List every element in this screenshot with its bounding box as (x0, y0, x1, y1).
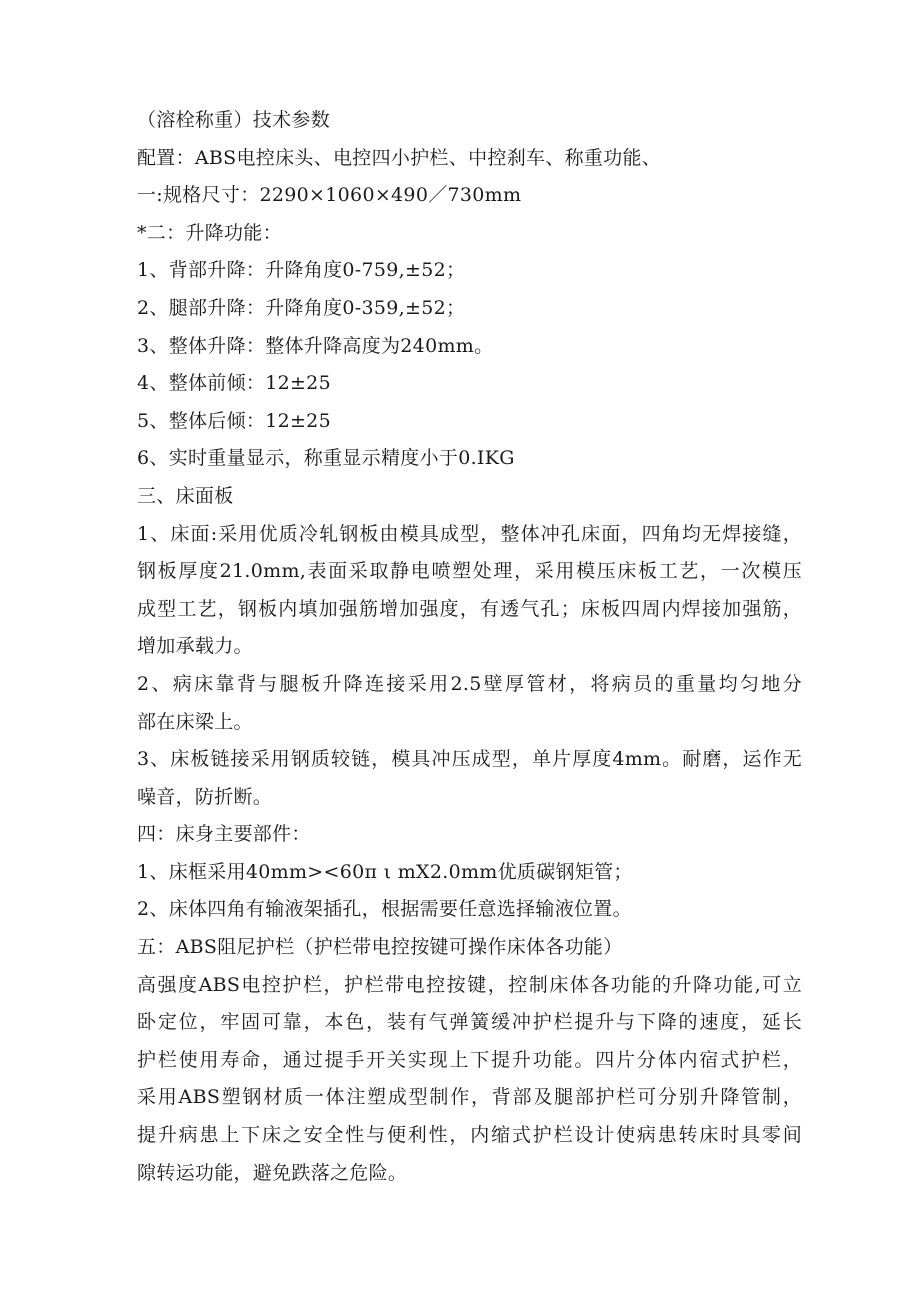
text-line: 6、实时重量显示，称重显示精度小于0.IKG (137, 447, 515, 470)
text-line: 噪音，防折断。 (137, 785, 273, 808)
text-line: 部在床梁上。 (137, 710, 253, 733)
text-line: 4、整体前倾：12±25 (137, 372, 331, 395)
text-line: 采用ABS塑钢材质一体注塑成型制作，背部及腿部护栏可分别升降管制， (137, 1086, 802, 1109)
text-line: 1、床面:采用优质冷轧钢板由模具成型，整体冲孔床面，四角均无焊接缝， (137, 522, 802, 545)
section-heading: 四：床身主要部件： (137, 823, 311, 846)
text-line: 护栏使用寿命，通过提手开关实现上下提升功能。四片分体内宿式护栏， (137, 1048, 802, 1071)
text-line: 钢板厚度21.0mm,表面采取静电喷塑处理，采用模压床板工艺，一次模压 (137, 560, 802, 583)
text-line: 3、床板链接采用钢质较链，模具冲压成型，单片厚度4mm。耐磨，运作无 (137, 748, 802, 771)
text-line: 5、整体后倾：12±25 (137, 409, 331, 432)
text-line: 配置：ABS电控床头、电控四小护栏、中控刹车、称重功能、 (137, 146, 662, 169)
section-heading: 五：ABS阻尼护栏（护栏带电控按键可操作床体各功能） (137, 936, 623, 959)
text-line: 一:规格尺寸：2290×1060×490／730mm (137, 184, 522, 207)
document-body (137, 102, 802, 1192)
text-line: 3、整体升降：整体升降高度为240mm。 (137, 334, 494, 357)
text-line: 成型工艺，钢板内填加强筋增加强度，有透气孔；床板四周内焊接加强筋， (137, 597, 802, 620)
text-line: 高强度ABS电控护栏，护栏带电控按键，控制床体各功能的升降功能,可立 (137, 973, 802, 996)
text-line: 提升病患上下床之安全性与便利性，内缩式护栏设计使病患转床时具零间 (137, 1124, 802, 1147)
text-line: 增加承载力。 (137, 635, 253, 658)
text-line: 隙转运功能，避免跌落之危险。 (137, 1161, 408, 1184)
section-heading: *二：升降功能： (137, 221, 282, 244)
section-title: （溶栓称重）技术参数 (137, 109, 331, 131)
section-heading: 三、床面板 (137, 484, 234, 507)
text-line: 2、床体四角有输液架插孔，根据需要任意选择输液位置。 (137, 898, 632, 921)
text-line: 2、腿部升降：升降角度0-359,±52； (137, 296, 466, 319)
text-line: 1、背部升降：升降角度0-759,±52； (137, 259, 466, 282)
text-line: 卧定位，牢固可靠，本色，装有气弹簧缓冲护栏提升与下降的速度，延长 (137, 1011, 802, 1034)
text-line: 1、床框采用40mm><60π ι mX2.0mm优质碳钢矩管； (137, 860, 633, 883)
text-line: 2、病床靠背与腿板升降连接采用2.5壁厚管材，将病员的重量均匀地分 (137, 672, 802, 695)
